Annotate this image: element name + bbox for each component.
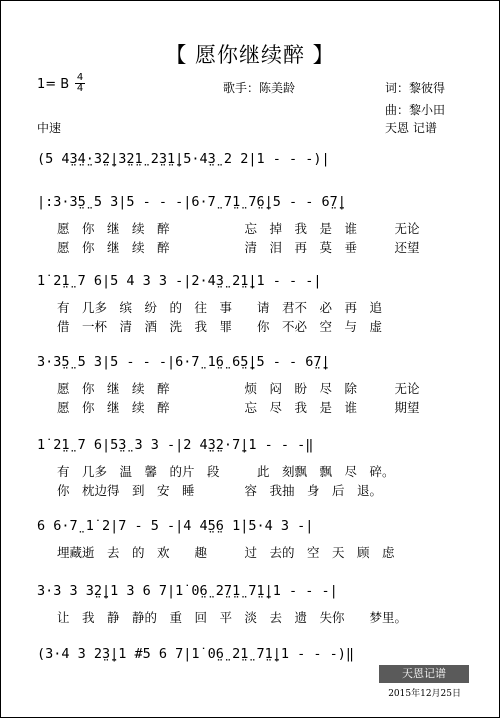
key-signature: 1= B [37, 77, 70, 92]
date-label: 2015年12月25日 [388, 689, 461, 699]
time-signature [75, 73, 85, 94]
transcriber-label: 天恩 记谱 [385, 121, 437, 135]
singer-label: 歌手：陈美龄 [223, 81, 296, 95]
song-title: 【 愿你继续醉 】 [165, 43, 335, 67]
music-line: 1̇ 2̤1̤ 7 6|5 4 3 3 -|2·4̤3̤ 2̤1̤|1 - - -| [37, 273, 322, 289]
music-line: 1̇ 2̤1̤ 7 6|5̤3̤ 3 3 -|2 4̤3̤2·7̤|1 - - -‖ [37, 437, 314, 453]
lyric-line: 愿 你 继 续 醉 清 泪 再 莫 垂 还望 [57, 240, 420, 255]
lyric-line: 愿 你 继 续 醉 烦 闷 盼 尽 除 无论 [57, 381, 420, 396]
music-line: (3·4 3 2̤3̤|1 #5 6 7|1̇ 0̤6̤ 2̤1̤ 7̤1̤|1 - - -)‖ [37, 646, 354, 662]
composer-label: 曲：黎小田 [385, 103, 446, 117]
lyric-line: 愿 你 继 续 醉 忘 尽 我 是 谁 期望 [57, 400, 420, 415]
lyric-line: 愿 你 继 续 醉 忘 掉 我 是 谁 无论 [57, 221, 420, 236]
lyric-line: 让 我 静 静的 重 回 平 淡 去 遗 失你 梦里。 [57, 610, 408, 625]
music-line: 6 6·7̤ 1̇ 2|7 - 5 -|4 4̤5̤6 1̇|5·4 3 -| [37, 518, 314, 534]
music-line: 3·3̤5̤ 5 3|5 - - -|6·7̤ 1̤6̤ 6̤5̤|5 - - 6̤7̤| [37, 354, 330, 370]
lyric-line: 你 枕边得 到 安 睡 容 我抽 身 后 退。 [57, 483, 383, 498]
watermark-stamp: 天恩记谱 [379, 665, 469, 683]
lyric-line: 埋藏逝 去 的 欢 趣 过 去的 空 天 顾 虑 [57, 545, 395, 560]
lyric-line: 借 一杯 清 酒 洗 我 罪 你 不必 空 与 虚 [57, 319, 383, 334]
music-line: (5 4̤3̤4̤·3̤2̤|3̤2̤1̤ 2̤3̤1̤|5·4̤3̤ 2 2|1 - - -)| [37, 151, 330, 167]
music-line: |:3·3̤5̤ 5 3|5 - - -|6·7̤ 7̤1̤ 7̤6̤|5 - - 6̤7̤| [37, 194, 346, 210]
lyricist-label: 词：黎彼得 [385, 81, 446, 95]
time-signature-top: 4 [76, 72, 84, 83]
tempo-label: 中速 [37, 121, 62, 135]
lyric-line: 有 几多 缤 纷 的 往 事 请 君不 必 再 追 [57, 300, 383, 315]
lyric-line: 有 几多 温 馨 的片 段 此 刻飘 飘 尽 碎。 [57, 464, 395, 479]
music-line: 3·3 3 3̤2̤|1 3 6 7|1̇ 0̤6̤ 2̤7̤1̤ 7̤1̤|1 - - -| [37, 583, 338, 599]
time-signature-bottom: 4 [76, 83, 84, 94]
